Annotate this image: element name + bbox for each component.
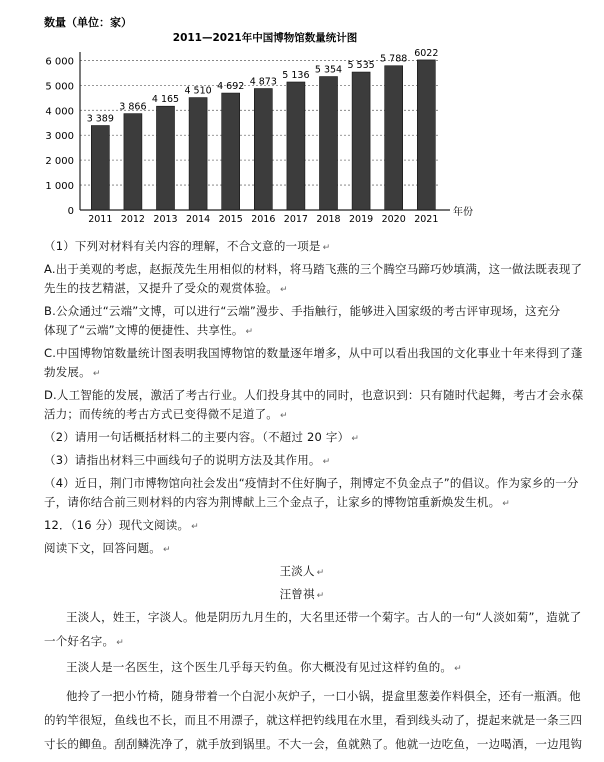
y-tick-label: 6 000 [45,56,74,68]
bar-2015 [222,93,240,210]
paragraph-3-line3: 寸长的鲫鱼。刮刮鳞洗净了，就手放到锅里。不大一会，鱼就熟了。他就一边吃鱼，一边喝酒，一边甩钩 [44,737,583,751]
museum-count-bar-chart [0,0,604,232]
x-tick-label: 2021 [414,214,439,225]
y-tick-label: 4 000 [45,106,74,118]
y-tick-label: 0 [67,206,74,217]
bar-2016 [254,89,272,210]
bar-2014 [189,98,207,210]
x-tick-label: 2016 [251,214,276,225]
bar-2011 [91,126,109,210]
paragraph-mark: ↵ [322,457,331,467]
bar-value-label: 5 788 [380,53,408,65]
x-tick-label: 2011 [88,214,113,225]
option-b-line1: B.公众通过“云端”文博，可以进行“云端”漫步、手指触行，能够进入国家级的考古评审现场，这充分 [44,304,561,318]
paragraph-mark: ↵ [322,243,331,253]
paragraph-mark: ↵ [191,522,199,532]
bar-value-label: 5 535 [347,60,375,72]
paragraph-3-line2: 的钓竿很短，鱼线也不长，而且不用漂子，就这样把钓线甩在水里，看到线头动了，提起来就是一条三四 [44,713,583,727]
option-d-line1: D.人工智能的发展，激活了考古行业。人们投身其中的同时，也意识到：只有随时代起舞，考古才会永葆 [44,388,584,402]
paragraph-mark: ↵ [316,591,325,601]
bar-2019 [352,72,370,210]
x-tick-label: 2017 [283,214,308,225]
x-tick-label: 2019 [349,214,374,225]
x-tick-label: 2015 [218,214,243,225]
bar-value-label: 5 354 [314,64,343,76]
bar-2018 [320,77,338,210]
paragraph-3-line1: 他拎了一把小竹椅，随身带着一个白泥小灰炉子，一口小锅，提盒里葱姜作料俱全，还有一瓶酒。他 [66,689,581,703]
bar-2020 [385,66,403,210]
q4-line1: （4）近日，荆门市博物馆向社会发出“疫情封不住好胸子，荆博定不负金点子”的倡议。作为家乡的一分 [44,476,579,490]
reading-instruction: 阅读下文，回答问题。 ↵ [44,541,171,555]
y-tick-label: 3 000 [45,131,74,143]
q1-text: （1）下列对材料有关内容的理解，不合文意的一项是 ↵ [44,239,331,253]
paragraph-mark: ↵ [245,327,254,337]
bar-value-label: 3 866 [119,101,147,113]
option-b-line2: 体现了“云端”文博的便捷性、共享性。 ↵ [44,323,254,337]
option-a-line2: 先生的技艺精湛，又提升了受众的观赏体验。 ↵ [44,281,288,295]
bar-value-label: 6022 [414,47,439,59]
bar-value-label: 4 873 [249,76,277,88]
bar-2021 [417,60,435,210]
y-tick-label: 5 000 [45,81,74,93]
bar-value-label: 4 165 [151,94,180,106]
bar-value-label: 3 389 [86,113,114,125]
chart-title: 2011—2021年中国博物馆数量统计图 [172,32,358,44]
y-tick-label: 2 000 [45,156,74,168]
bar-value-label: 4 510 [184,85,212,97]
article-title: 王淡人 ↵ [279,564,325,578]
paragraph-mark: ↵ [116,638,124,648]
q2-text: （2）请用一句话概括材料二的主要内容。（不超过 20 字） ↵ [44,430,360,444]
chart-y-axis-label: 数量（单位：家） [44,16,132,29]
chart-y-ticks [45,56,74,217]
x-tick-label: 2018 [316,214,341,225]
bar-value-label: 4 692 [217,81,245,93]
paragraph-mark: ↵ [92,369,101,379]
x-tick-label: 2020 [381,214,406,225]
bar-value-label: 5 136 [282,69,310,81]
option-c-line1: C.中国博物馆数量统计图表明我国博物馆的数量逐年增多，从中可以看出我国的文化事业十年来得到了蓬 [44,346,583,360]
chart-x-ticks [88,214,438,225]
paragraph-mark: ↵ [316,568,325,578]
bar-2012 [124,114,142,210]
option-d-line2: 活力；而传统的考古方式已变得微不足道了。 ↵ [44,407,288,421]
paragraph-mark: ↵ [280,285,288,295]
x-tick-label: 2012 [120,214,145,225]
option-c-line2: 勃发展。 ↵ [44,365,101,379]
paragraph-2: 王淡人是一名医生，这个医生几乎每天钓鱼。你大概没有见过这样钓鱼的。 ↵ [66,660,462,674]
paragraph-mark: ↵ [163,545,171,555]
paragraph-mark: ↵ [502,499,511,509]
paragraph-mark: ↵ [454,664,462,674]
bar-2013 [157,106,175,210]
section-heading: 12．（16 分）现代文阅读。 ↵ [44,518,199,532]
x-tick-label: 2014 [186,214,211,225]
paragraph-1-line2: 一个好名字。 ↵ [44,634,124,648]
x-tick-label: 2013 [153,214,178,225]
paragraph-mark: ↵ [280,411,288,421]
y-tick-label: 1 000 [45,181,74,193]
paragraph-mark: ↵ [351,434,360,444]
article-author: 汪曾祺 ↵ [279,587,325,601]
q3-text: （3）请指出材料三中画线句子的说明方法及其作用。 ↵ [44,453,331,467]
chart-bars [87,48,439,210]
q4-line2: 子，请你结合前三则材料的内容为荆博献上三个金点子，让家乡的博物馆重新焕发生机。 ↵ [44,495,511,509]
paragraph-1-line1: 王淡人，姓王，字淡人。他是阴历九月生的，大名里还带一个菊字。古人的一句“人淡如菊”，造就了 [66,610,582,624]
bar-2017 [287,82,305,210]
chart-x-axis-label: 年份 [453,207,473,218]
option-a-line1: A.出于美观的考虑，赵振茂先生用相似的材料，将马踏飞燕的三个腾空马蹄巧妙填满，这一做法既表现了 [44,262,583,276]
